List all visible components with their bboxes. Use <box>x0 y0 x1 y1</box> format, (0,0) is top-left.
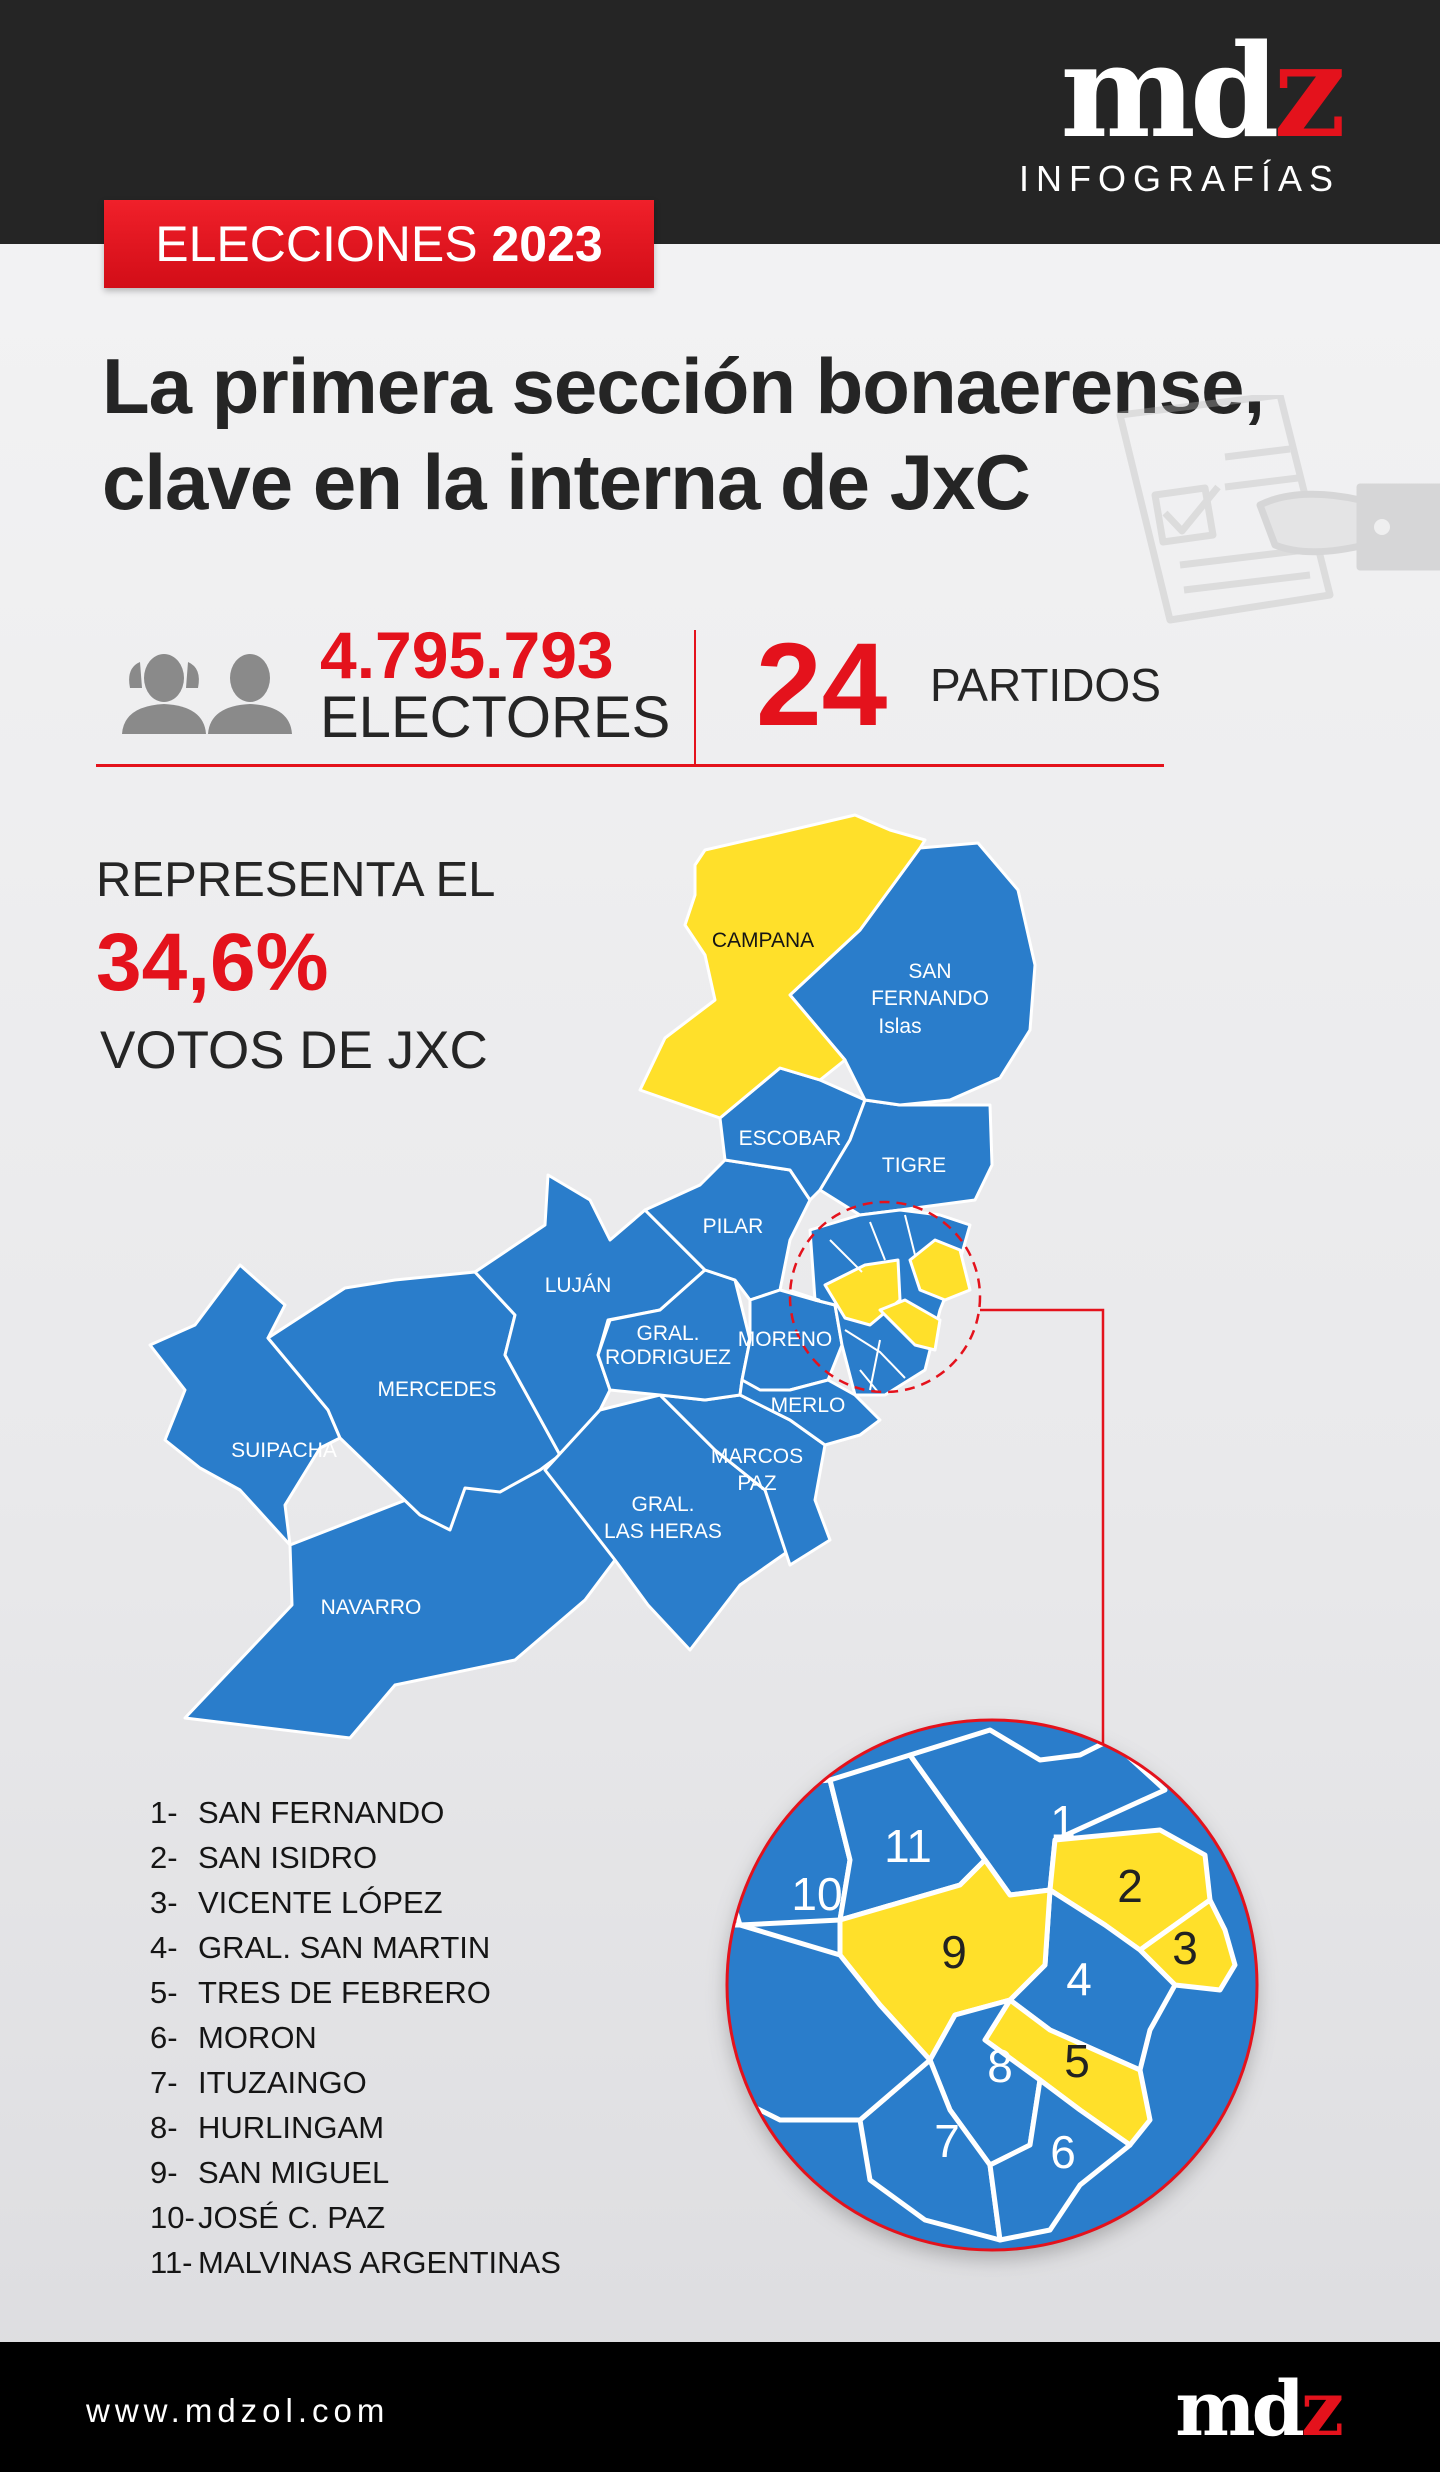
logo-wordmark: mdz <box>1060 17 1340 167</box>
region-suipacha[interactable] <box>150 1265 340 1545</box>
label-mercedes: MERCEDES <box>377 1378 497 1401</box>
parties-label: PARTIDOS <box>930 659 1161 711</box>
legend-item: 1- SAN FERNANDO <box>150 1795 445 1830</box>
label-gral-las-heras-2: LAS HERAS <box>604 1520 722 1543</box>
label-marcos-paz-1: MARCOS <box>710 1445 804 1468</box>
legend-item: 6- MORON <box>150 2020 317 2055</box>
zoom-label-4: 4 <box>1066 1953 1092 2005</box>
zoom-label-5: 5 <box>1064 2035 1090 2087</box>
share-prefix: REPRESENTA EL <box>96 853 496 907</box>
label-navarro: NAVARRO <box>320 1596 422 1619</box>
zoom-label-1: 1 <box>1050 1796 1076 1848</box>
electors-label: ELECTORES <box>320 685 671 750</box>
legend-item: 4- GRAL. SAN MARTIN <box>150 1930 491 1965</box>
zoom-label-10: 10 <box>791 1868 843 1920</box>
legend-item: 9- SAN MIGUEL <box>150 2155 390 2190</box>
parties-count: 24 <box>756 619 888 751</box>
electors-count: 4.795.793 <box>320 618 614 692</box>
legend-item: 5- TRES DE FEBRERO <box>150 1975 491 2010</box>
title-line-2: clave en la interna de JxC <box>102 438 1030 526</box>
legend-item: 7- ITUZAINGO <box>150 2065 367 2100</box>
district-legend <box>150 1790 561 2285</box>
label-moreno: MORENO <box>737 1328 833 1351</box>
title-line-1: La primera sección bonaerense, <box>102 342 1265 430</box>
label-san-fernando-1: SAN <box>908 960 952 983</box>
label-suipacha: SUIPACHA <box>231 1439 337 1462</box>
legend-item: 3- VICENTE LÓPEZ <box>150 1885 443 1920</box>
label-merlo: MERLO <box>770 1394 846 1417</box>
share-suffix: VOTOS DE JXC <box>100 1021 488 1080</box>
share-percent: 34,6% <box>96 917 329 1008</box>
legend-item: 8- HURLINGAM <box>150 2110 385 2145</box>
footer-bar <box>0 2342 1440 2472</box>
label-escobar: ESCOBAR <box>738 1127 842 1150</box>
label-san-fernando-3: Islas <box>878 1015 922 1038</box>
footer-url-link[interactable]: www.mdzol.com <box>86 2392 390 2429</box>
zoom-label-7: 7 <box>934 2115 960 2167</box>
zoom-label-3: 3 <box>1172 1922 1198 1974</box>
label-gral-rodriguez-1: GRAL. <box>636 1322 700 1345</box>
zoom-label-2: 2 <box>1117 1860 1143 1912</box>
footer-logo[interactable]: mdz <box>1175 2364 1340 2453</box>
legend-item: 10- JOSÉ C. PAZ <box>150 2200 386 2235</box>
label-campana: CAMPANA <box>711 929 815 952</box>
legend-item: 11- MALVINAS ARGENTINAS <box>150 2245 561 2280</box>
zoom-label-8: 8 <box>987 2040 1013 2092</box>
legend-item: 2- SAN ISIDRO <box>150 1840 378 1875</box>
label-lujan: LUJÁN <box>544 1274 612 1297</box>
zoom-label-9: 9 <box>941 1926 967 1978</box>
label-tigre: TIGRE <box>881 1154 947 1177</box>
section-label: INFOGRAFÍAS <box>1018 158 1340 199</box>
label-pilar: PILAR <box>702 1215 764 1238</box>
elections-badge: ELECCIONES 2023 <box>104 200 654 288</box>
zoom-label-11: 11 <box>884 1820 932 1872</box>
label-gral-las-heras-1: GRAL. <box>631 1493 695 1516</box>
label-gral-rodriguez-2: RODRIGUEZ <box>605 1346 731 1369</box>
label-san-fernando-2: FERNANDO <box>871 987 989 1010</box>
connector-line <box>980 1310 1103 1745</box>
label-marcos-paz-2: PAZ <box>737 1472 777 1495</box>
zoom-label-6: 6 <box>1050 2126 1076 2178</box>
